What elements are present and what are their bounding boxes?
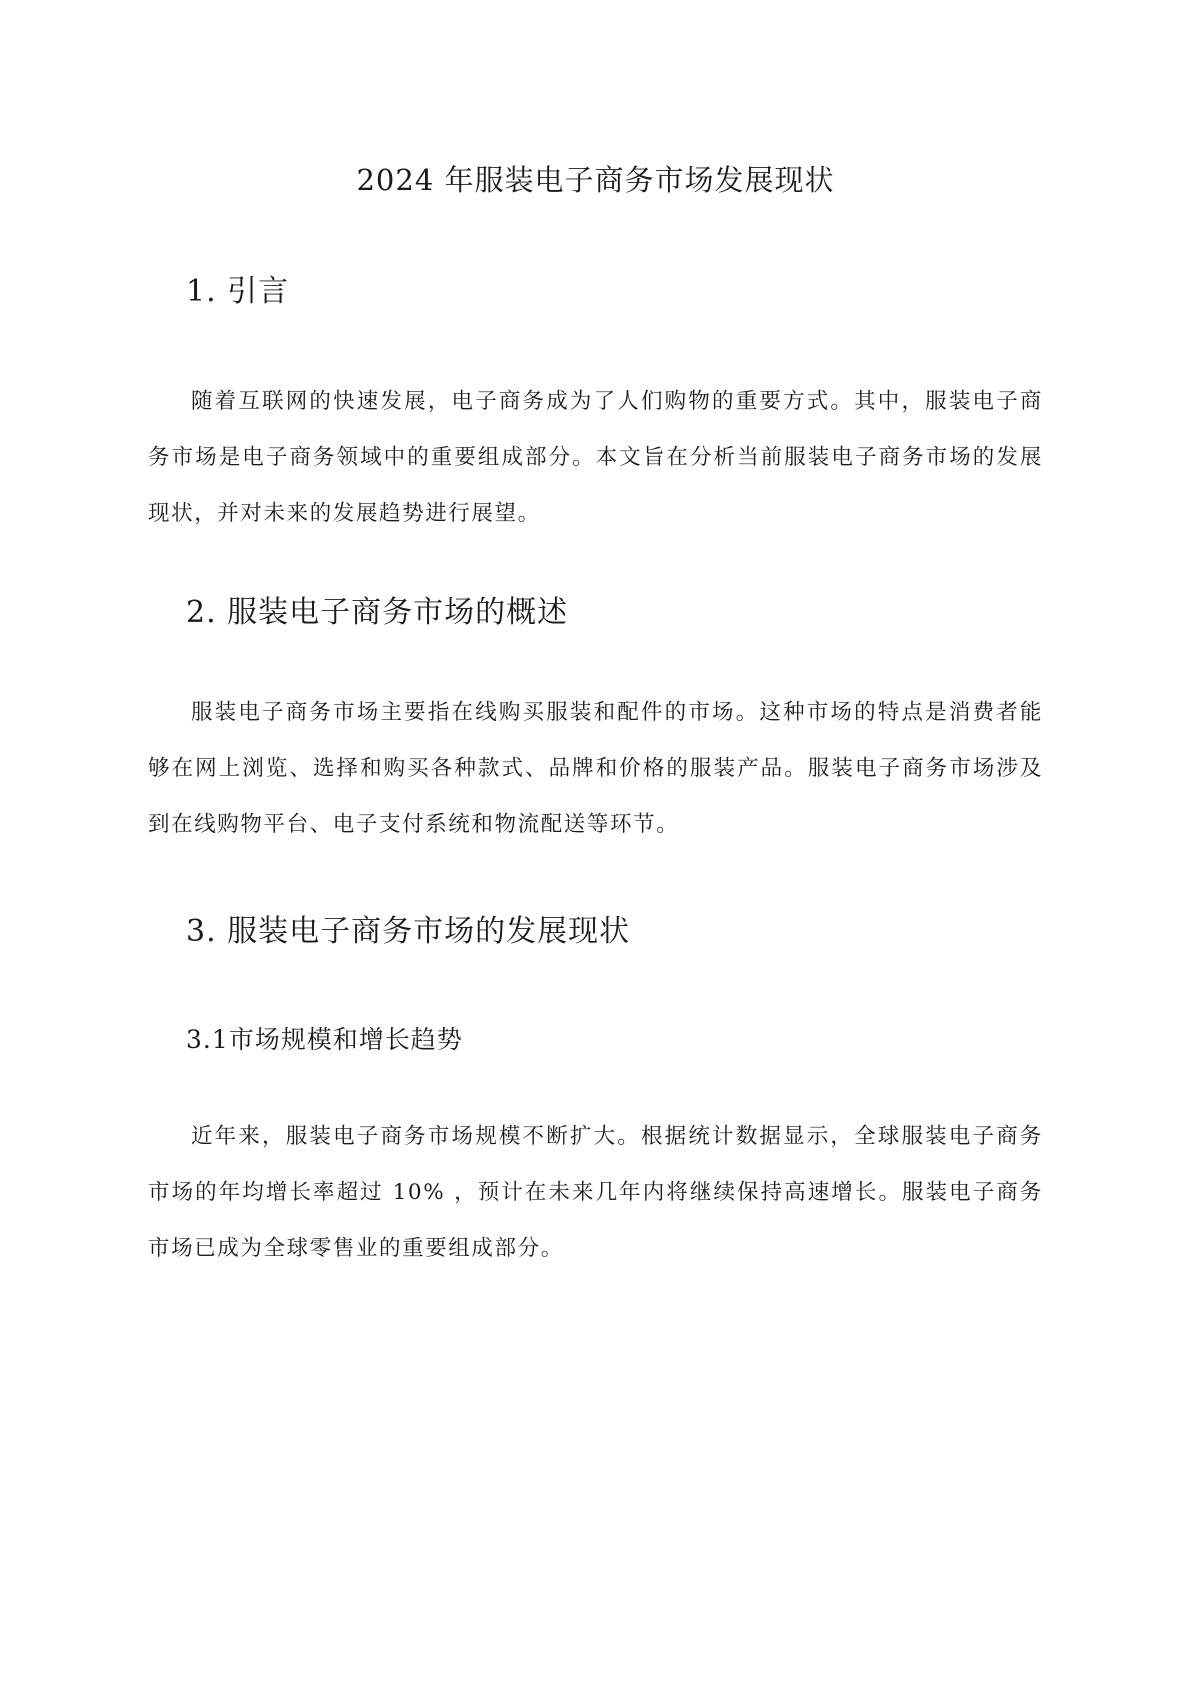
section-heading-overview: 2. 服装电子商务市场的概述	[186, 595, 569, 630]
section-heading-current-status: 3. 服装电子商务市场的发展现状	[186, 914, 631, 949]
subsection-paragraph-market-size: 近年来，服装电子商务市场规模不断扩大。根据统计数据显示，全球服装电子商务市场的年均增长率超过 10% ，预计在未来几年内将继续保持高速增长。服装电子商务市场已成为全球零售业的重要组成部分。	[148, 1124, 1043, 1261]
subsection-heading-market-size: 3.1市场规模和增长趋势	[186, 1025, 463, 1054]
section-paragraph-overview: 服装电子商务市场主要指在线购买服装和配件的市场。这种市场的特点是消费者能够在网上浏览、选择和购买各种款式、品牌和价格的服装产品。服装电子商务市场涉及到在线购物平台、电子支付系统和物流配送等环节。	[148, 700, 1043, 837]
section-paragraph-introduction: 随着互联网的快速发展，电子商务成为了人们购物的重要方式。其中，服装电子商务市场是电子商务领域中的重要组成部分。本文旨在分析当前服装电子商务市场的发展现状，并对未来的发展趋势进行展望。	[148, 389, 1043, 526]
section-heading-introduction: 1. 引言	[186, 274, 290, 309]
document-title: 2024 年服装电子商务市场发展现状	[356, 163, 835, 197]
